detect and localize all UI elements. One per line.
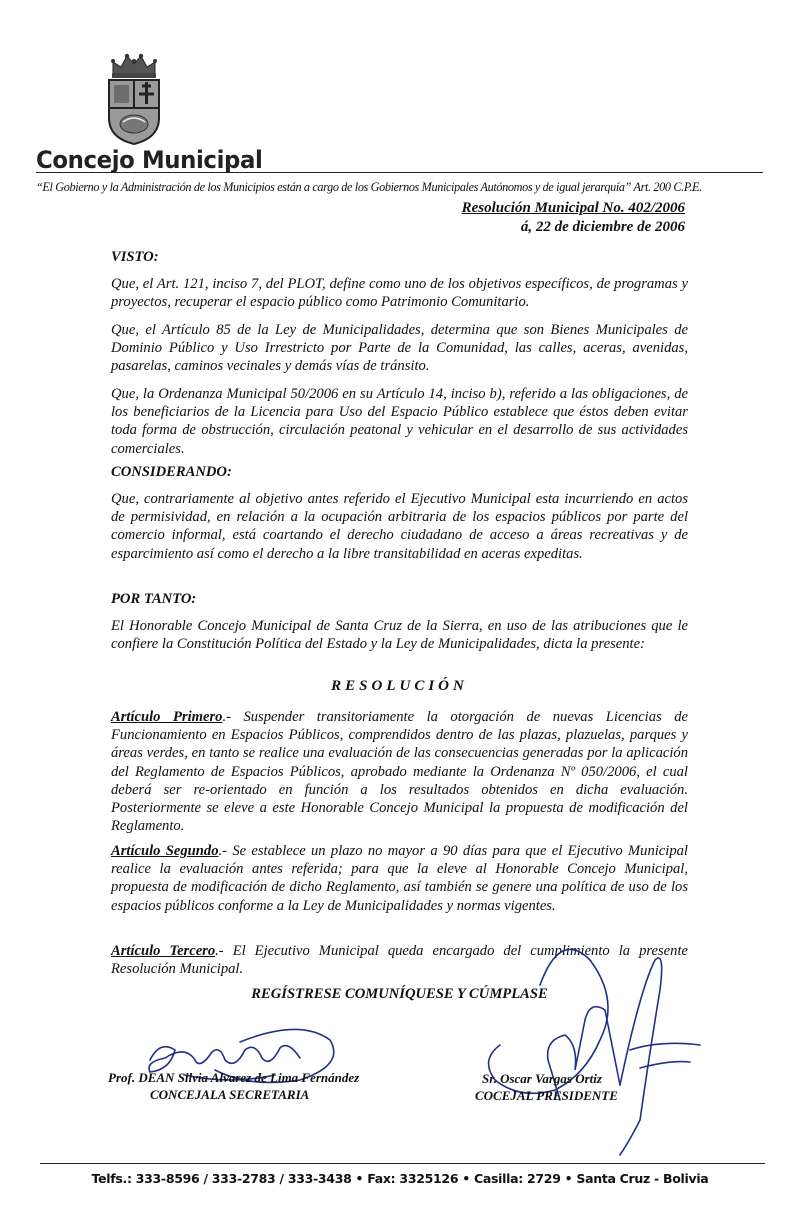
portanto-paragraph: El Honorable Concejo Municipal de Santa Cruz de la Sierra, en uso de las atribuciones que le confiere la Constitución Política del Estado y la Ley de Municipalidades, dicta la presente: xyxy=(111,618,688,653)
closing-formula: REGÍSTRESE COMUNÍQUESE Y CÚMPLASE xyxy=(251,986,548,1002)
article-second-label: Artículo Segundo xyxy=(111,843,219,859)
visto-paragraph-3: Que, la Ordenanza Municipal 50/2006 en su Artículo 14, inciso b), referido a las obligaciones, de los beneficiarios de la Licencia para Uso del Espacio Público establece que éstos deben evitar toda forma de obstrucción, circulación peatonal y vehicular en el desarrollo de sus actividades comerciales. xyxy=(111,386,688,457)
resolution-number: Resolución Municipal No. 402/2006 xyxy=(461,200,685,216)
right-signer-role: COCEJAL PRESIDENTE xyxy=(475,1088,618,1103)
left-signer-name: Prof. DEAN Silvia Alvarez de Lima Fernández xyxy=(108,1070,360,1085)
footer-contact: Telfs.: 333-8596 / 333-2783 / 333-3438 • Fax: 3325126 • Casilla: 2729 • Santa Cruz - Bolivia xyxy=(91,1171,709,1186)
visto-heading: VISTO: xyxy=(111,249,159,265)
footer-divider xyxy=(40,1163,765,1164)
visto-paragraph-1: Que, el Art. 121, inciso 7, del PLOT, define como uno de los objetivos específicos, de programas y proyectos, recuperar el espacio público como Patrimonio Comunitario. xyxy=(111,276,688,311)
article-first-label: Artículo Primero xyxy=(111,709,223,725)
visto-paragraph-2: Que, el Artículo 85 de la Ley de Municipalidades, determina que son Bienes Municipales de Dominio Público y Uso Irrestricto por Parte de la Comunidad, las calles, aceras, avenidas, pasarelas, caminos vecinales y demás vías de tránsito. xyxy=(111,322,688,375)
header-divider xyxy=(36,172,763,173)
org-name: Concejo Municipal xyxy=(36,146,263,174)
article-first-text: .- Suspender transitoriamente la otorgación de nuevas Licencias de Funcionamiento en Espacios Públicos, comprendidos dentro de las plazas, plazuelas, parques y áreas verdes, en tanto se realice una evaluación de las consecuencias generadas por la aplicación del Reglamento de Espacios Públicos, aprobado mediante la Ordenanza Nº 050/2006, el cual deberá ser re-orientado en función a los resultados obtenidos en dicha evaluación. Posteriormente se eleve a este Honorable Concejo Municipal la propuesta de modificación del Reglamento. xyxy=(111,709,688,835)
article-second xyxy=(111,842,688,915)
article-third xyxy=(111,942,688,978)
left-signer-role: CONCEJALA SECRETARIA xyxy=(150,1087,310,1102)
article-second-text: .- Se establece un plazo no mayor a 90 días para que el Ejecutivo Municipal realice la evaluación antes referida; para que la eleve al Honorable Concejo Municipal, propuesta de modificación de dicho Reglamento, así también se genere una política de uso de los espacios públicos conforme a la Ley de Municipalidades y normas vigentes. xyxy=(111,843,688,914)
article-third-label: Artículo Tercero xyxy=(111,943,216,959)
coat-of-arms-icon xyxy=(103,52,165,146)
resolucion-heading: RESOLUCIÓN xyxy=(331,678,468,694)
right-signer-name: Sr. Oscar Vargas Ortiz xyxy=(482,1071,602,1086)
header-motto: “El Gobierno y la Administración de los Municipios están a cargo de los Gobiernos Municipales Autónomos y de igual jerarquía” Art. 200 C.P.E. xyxy=(36,180,702,194)
considerando-paragraph: Que, contrariamente al objetivo antes referido el Ejecutivo Municipal esta incurriendo en actos de permisividad, en relación a la ocupación arbitraria de los espacios públicos por parte del comercio informal, está coartando el derecho ciudadano de acceso a áreas recreativas y de esparcimiento así como el derecho a la libre transitabilidad en aceras expeditas. xyxy=(111,491,688,562)
considerando-heading: CONSIDERANDO: xyxy=(111,464,232,480)
article-third-text: .- El Ejecutivo Municipal queda encargado del cumplimiento la presente Resolución Municipal. xyxy=(111,943,688,978)
portanto-heading: POR TANTO: xyxy=(111,591,197,607)
article-first xyxy=(111,708,688,835)
resolution-date: á, 22 de diciembre de 2006 xyxy=(520,219,685,235)
